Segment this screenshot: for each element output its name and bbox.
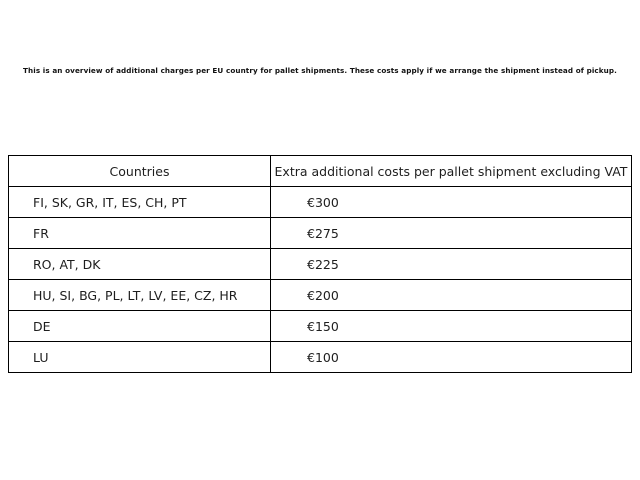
- table-row: [9, 249, 632, 280]
- countries-cell: RO, AT, DK: [9, 249, 271, 280]
- countries-cell: FI, SK, GR, IT, ES, CH, PT: [9, 187, 271, 218]
- countries-cell: FR: [9, 218, 271, 249]
- table-row: [9, 280, 632, 311]
- cost-cell: €275: [271, 218, 632, 249]
- cost-cell: €300: [271, 187, 632, 218]
- table-header-row: [9, 156, 632, 187]
- table-row: [9, 342, 632, 373]
- countries-cell: LU: [9, 342, 271, 373]
- figure-caption: This is an overview of additional charges per EU country for pallet shipments. These costs apply if we arrange the shipment instead of pickup.: [23, 66, 617, 75]
- cost-cell: €200: [271, 280, 632, 311]
- table-header-countries: Countries: [9, 156, 271, 187]
- countries-cell: DE: [9, 311, 271, 342]
- table-row: [9, 187, 632, 218]
- cost-cell: €100: [271, 342, 632, 373]
- table-header-costs: Extra additional costs per pallet shipment excluding VAT: [271, 156, 632, 187]
- table-row: [9, 311, 632, 342]
- charges-table: [8, 155, 632, 373]
- cost-cell: €150: [271, 311, 632, 342]
- cost-cell: €225: [271, 249, 632, 280]
- table-row: [9, 218, 632, 249]
- countries-cell: HU, SI, BG, PL, LT, LV, EE, CZ, HR: [9, 280, 271, 311]
